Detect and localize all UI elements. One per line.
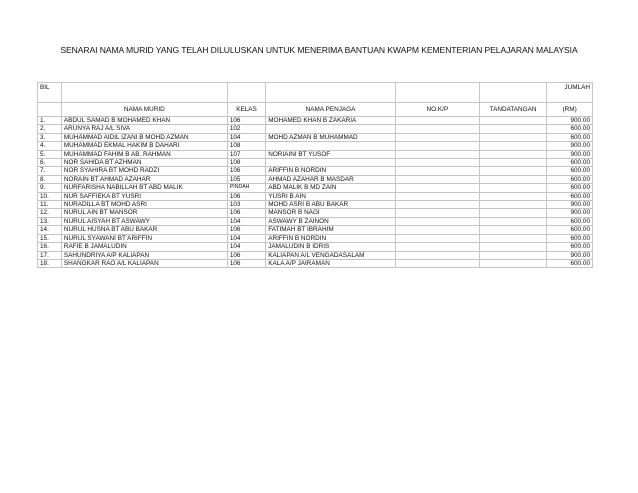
cell-bil: 1. bbox=[38, 117, 62, 125]
cell-nama-murid: SHANGKAR RAO A/L KALIAPAN bbox=[61, 259, 227, 267]
cell-kelas: 106 bbox=[227, 209, 265, 217]
cell-jumlah: 600.00 bbox=[547, 234, 593, 242]
cell-bil: 9. bbox=[38, 184, 62, 192]
cell-nama-penjaga bbox=[266, 125, 396, 133]
cell-no-kp bbox=[395, 159, 479, 167]
cell-bil: 12. bbox=[38, 209, 62, 217]
cell-nama-penjaga: JAMALUDIN B IDRIS bbox=[266, 243, 396, 251]
cell-no-kp bbox=[395, 217, 479, 225]
cell-tandatangan bbox=[479, 243, 546, 251]
cell-nama-penjaga: KALIAPAN A/L VENGADASALAM bbox=[266, 251, 396, 259]
cell-kelas: 106 bbox=[227, 192, 265, 200]
cell-kelas: 107 bbox=[227, 150, 265, 158]
cell-tandatangan bbox=[479, 184, 546, 192]
cell-kelas: 106 bbox=[227, 251, 265, 259]
cell-nama-murid: NUR SAFFIEKA BT YUSRI bbox=[61, 192, 227, 200]
cell-bil: 16. bbox=[38, 243, 62, 251]
cell-kelas: 106 bbox=[227, 117, 265, 125]
cell-nama-penjaga: ABD MALIK B MD ZAIN bbox=[266, 184, 396, 192]
cell-jumlah: 900.00 bbox=[547, 150, 593, 158]
cell-kelas: 106 bbox=[227, 167, 265, 175]
cell-kelas: 105 bbox=[227, 175, 265, 183]
header-tandatangan: TANDATANGAN bbox=[479, 103, 546, 117]
header-jumlah: JUMLAH bbox=[547, 83, 593, 103]
cell-tandatangan bbox=[479, 159, 546, 167]
cell-jumlah: 600.00 bbox=[547, 243, 593, 251]
table-row bbox=[38, 192, 593, 200]
cell-no-kp bbox=[395, 234, 479, 242]
cell-tandatangan bbox=[479, 226, 546, 234]
cell-no-kp bbox=[395, 133, 479, 141]
cell-nama-murid: NURUL HUSNA BT ABU BAKAR bbox=[61, 226, 227, 234]
cell-no-kp bbox=[395, 192, 479, 200]
cell-no-kp bbox=[395, 175, 479, 183]
cell-jumlah: 900.00 bbox=[547, 209, 593, 217]
cell-kelas: PINDAH bbox=[227, 184, 265, 192]
table-row bbox=[38, 117, 593, 125]
table-row bbox=[38, 175, 593, 183]
cell-nama-penjaga bbox=[266, 142, 396, 150]
cell-nama-murid: RAFIE B JAMALUDIN bbox=[61, 243, 227, 251]
cell-tandatangan bbox=[479, 259, 546, 267]
table-row bbox=[38, 159, 593, 167]
header-nama-penjaga: NAMA PENJAGA bbox=[266, 103, 396, 117]
cell-nama-penjaga: NORIAINI BT YUSOF bbox=[266, 150, 396, 158]
header-spacer bbox=[227, 83, 265, 103]
cell-bil: 4. bbox=[38, 142, 62, 150]
table-row bbox=[38, 259, 593, 267]
cell-nama-penjaga: ARIFFIN B NORDIN bbox=[266, 167, 396, 175]
cell-nama-penjaga: ARIFFIN B NORDIN bbox=[266, 234, 396, 242]
table-row bbox=[38, 142, 593, 150]
cell-nama-penjaga: MANSOR B NAGI bbox=[266, 209, 396, 217]
table-row bbox=[38, 150, 593, 158]
cell-no-kp bbox=[395, 184, 479, 192]
table-row bbox=[38, 184, 593, 192]
cell-tandatangan bbox=[479, 192, 546, 200]
header-spacer bbox=[395, 83, 479, 103]
cell-no-kp bbox=[395, 259, 479, 267]
cell-nama-murid: NURADILLA BT MOHD ASRI bbox=[61, 201, 227, 209]
cell-nama-murid: ARUNYA RAJ A/L SIVA bbox=[61, 125, 227, 133]
cell-jumlah: 900.00 bbox=[547, 251, 593, 259]
header-bil: BIL bbox=[38, 83, 62, 103]
header-spacer bbox=[38, 103, 62, 117]
cell-nama-murid: MUHAMMAD AIDIL IZANI B MOHD AZMAN bbox=[61, 133, 227, 141]
cell-bil: 18. bbox=[38, 259, 62, 267]
cell-jumlah: 900.00 bbox=[547, 117, 593, 125]
cell-no-kp bbox=[395, 142, 479, 150]
cell-nama-penjaga: MOHD ASRI B ABU BAKAR bbox=[266, 201, 396, 209]
cell-nama-penjaga: KALA A/P JAIRAMAN bbox=[266, 259, 396, 267]
cell-tandatangan bbox=[479, 251, 546, 259]
cell-bil: 6. bbox=[38, 159, 62, 167]
header-nama-murid: NAMA MURID bbox=[61, 103, 227, 117]
cell-jumlah: 600.00 bbox=[547, 192, 593, 200]
cell-nama-murid: ABDUL SAMAD B MOHAMED KHAN bbox=[61, 117, 227, 125]
header-spacer bbox=[61, 83, 227, 103]
cell-no-kp bbox=[395, 209, 479, 217]
table-row bbox=[38, 226, 593, 234]
cell-no-kp bbox=[395, 117, 479, 125]
cell-nama-penjaga bbox=[266, 159, 396, 167]
cell-bil: 17. bbox=[38, 251, 62, 259]
table-row bbox=[38, 251, 593, 259]
cell-nama-murid: NURUL AISYAH BT ASWAWY bbox=[61, 217, 227, 225]
cell-nama-murid: NURUL SYAWANI BT ARIFFIN bbox=[61, 234, 227, 242]
cell-nama-penjaga: FATIMAH BT IBRAHIM bbox=[266, 226, 396, 234]
cell-tandatangan bbox=[479, 142, 546, 150]
cell-tandatangan bbox=[479, 125, 546, 133]
cell-kelas: 106 bbox=[227, 259, 265, 267]
cell-no-kp bbox=[395, 150, 479, 158]
table-row bbox=[38, 217, 593, 225]
cell-tandatangan bbox=[479, 209, 546, 217]
header-jumlah-unit: (RM) bbox=[547, 103, 593, 117]
cell-bil: 8. bbox=[38, 175, 62, 183]
cell-jumlah: 600.00 bbox=[547, 184, 593, 192]
cell-bil: 14. bbox=[38, 226, 62, 234]
cell-kelas: 104 bbox=[227, 243, 265, 251]
cell-nama-murid: MUHAMMAD FAHIM B AB. RAHMAN bbox=[61, 150, 227, 158]
cell-nama-penjaga: YUSRI B AIN bbox=[266, 192, 396, 200]
cell-bil: 5. bbox=[38, 150, 62, 158]
cell-jumlah: 600.00 bbox=[547, 125, 593, 133]
cell-kelas: 103 bbox=[227, 201, 265, 209]
cell-tandatangan bbox=[479, 117, 546, 125]
cell-nama-murid: NOR SYAHIRA BT MOHD RADZI bbox=[61, 167, 227, 175]
cell-kelas: 102 bbox=[227, 125, 265, 133]
cell-nama-penjaga: ASWAWY B ZAINON bbox=[266, 217, 396, 225]
cell-tandatangan bbox=[479, 201, 546, 209]
cell-nama-murid: NOR SAHIDA BT AZHMAN bbox=[61, 159, 227, 167]
cell-bil: 13. bbox=[38, 217, 62, 225]
cell-bil: 15. bbox=[38, 234, 62, 242]
cell-bil: 3. bbox=[38, 133, 62, 141]
cell-jumlah: 600.00 bbox=[547, 175, 593, 183]
cell-kelas: 104 bbox=[227, 217, 265, 225]
table-row bbox=[38, 125, 593, 133]
cell-bil: 11. bbox=[38, 201, 62, 209]
cell-tandatangan bbox=[479, 234, 546, 242]
cell-jumlah: 600.00 bbox=[547, 167, 593, 175]
cell-no-kp bbox=[395, 167, 479, 175]
header-no-kp: NO.K/P bbox=[395, 103, 479, 117]
table-row bbox=[38, 133, 593, 141]
cell-jumlah: 600.00 bbox=[547, 259, 593, 267]
table-row bbox=[38, 209, 593, 217]
cell-jumlah: 600.00 bbox=[547, 226, 593, 234]
table-row bbox=[38, 243, 593, 251]
cell-no-kp bbox=[395, 251, 479, 259]
cell-kelas: 108 bbox=[227, 142, 265, 150]
cell-kelas: 108 bbox=[227, 159, 265, 167]
header-kelas: KELAS bbox=[227, 103, 265, 117]
cell-tandatangan bbox=[479, 133, 546, 141]
cell-nama-penjaga: AHMAD AZAHAR B MASDAR bbox=[266, 175, 396, 183]
cell-nama-murid: MUHAMMAD EKMAL HAKIM B DAHARI bbox=[61, 142, 227, 150]
header-spacer bbox=[479, 83, 546, 103]
cell-nama-penjaga: MOHD AZMAN B MUHAMMAD bbox=[266, 133, 396, 141]
cell-bil: 2. bbox=[38, 125, 62, 133]
cell-jumlah: 900.00 bbox=[547, 201, 593, 209]
cell-no-kp bbox=[395, 243, 479, 251]
cell-kelas: 106 bbox=[227, 226, 265, 234]
cell-tandatangan bbox=[479, 217, 546, 225]
cell-no-kp bbox=[395, 125, 479, 133]
cell-bil: 7. bbox=[38, 167, 62, 175]
header-row-bottom bbox=[38, 103, 593, 117]
table-row bbox=[38, 167, 593, 175]
header-spacer bbox=[266, 83, 396, 103]
header-row-top bbox=[38, 83, 593, 103]
cell-nama-murid: SAHUNDRIYA A/P KALIAPAN bbox=[61, 251, 227, 259]
cell-kelas: 104 bbox=[227, 133, 265, 141]
cell-jumlah: 600.00 bbox=[547, 217, 593, 225]
cell-jumlah: 900.00 bbox=[547, 142, 593, 150]
cell-kelas: 104 bbox=[227, 234, 265, 242]
cell-no-kp bbox=[395, 226, 479, 234]
cell-tandatangan bbox=[479, 175, 546, 183]
cell-jumlah: 600.00 bbox=[547, 159, 593, 167]
cell-nama-murid: NORAIN BT AHMAD AZAHAR bbox=[61, 175, 227, 183]
cell-jumlah: 600.00 bbox=[547, 133, 593, 141]
cell-tandatangan bbox=[479, 150, 546, 158]
cell-nama-murid: NURFARISHA NABILLAH BT ABD MALIK bbox=[61, 184, 227, 192]
student-list-table bbox=[37, 82, 593, 268]
cell-tandatangan bbox=[479, 167, 546, 175]
table-row bbox=[38, 234, 593, 242]
table-row bbox=[38, 201, 593, 209]
cell-bil: 10. bbox=[38, 192, 62, 200]
cell-nama-murid: NURUL AIN BT MANSOR bbox=[61, 209, 227, 217]
document-title: SENARAI NAMA MURID YANG TELAH DILULUSKAN UNTUK MENERIMA BANTUAN KWAPM KEMENTERIAN PELAJARAN MALAYSIA bbox=[60, 45, 578, 55]
cell-no-kp bbox=[395, 201, 479, 209]
cell-nama-penjaga: MOHAMED KHAN B ZAKARIA bbox=[266, 117, 396, 125]
